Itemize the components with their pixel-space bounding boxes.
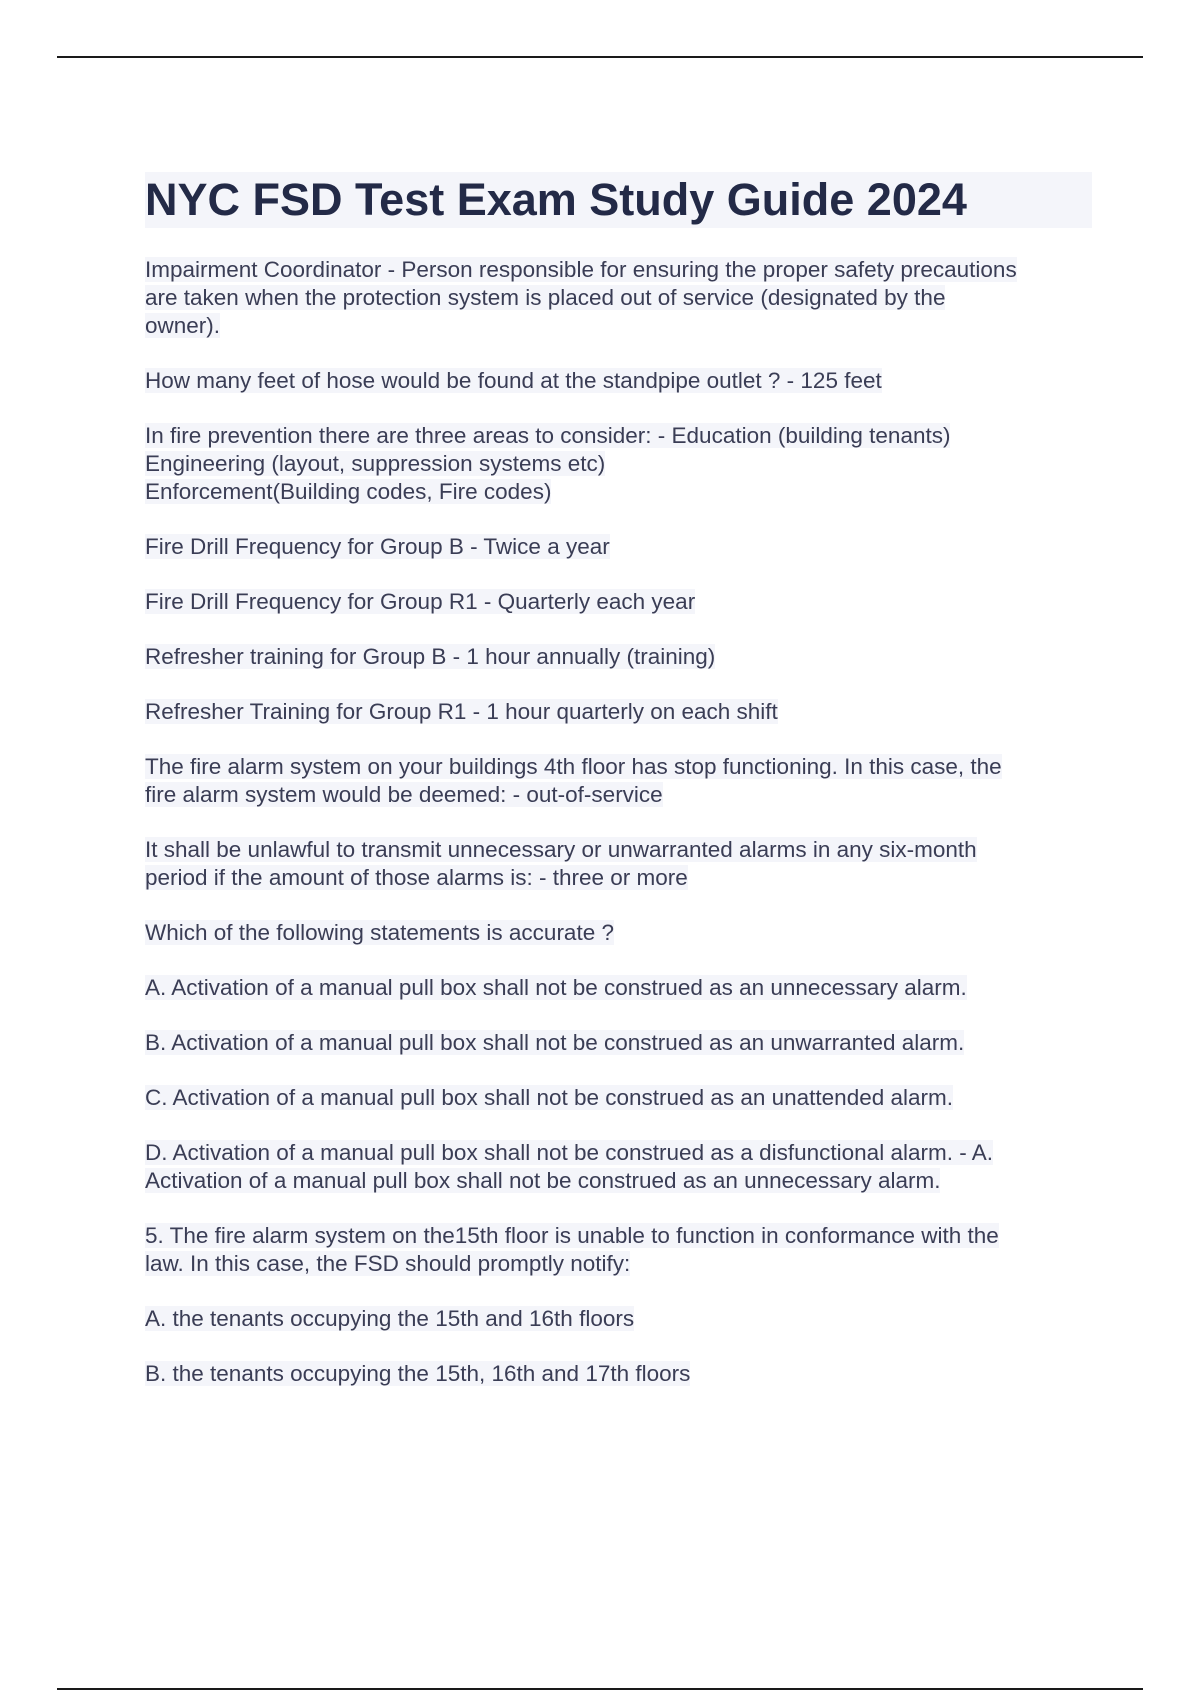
text-line: D. Activation of a manual pull box shall not be construed as a disfunctional alarm. - A. bbox=[145, 1140, 993, 1165]
paragraph-refresher-group-r1 bbox=[145, 698, 1090, 726]
text-line: In fire prevention there are three areas to consider: - Education (building tenants) bbox=[145, 423, 951, 448]
text-line: fire alarm system would be deemed: - out-of-service bbox=[145, 782, 663, 807]
paragraph-hose-feet bbox=[145, 367, 1090, 395]
text-line: Which of the following statements is accurate ? bbox=[145, 920, 614, 945]
paragraph-q5-option-b bbox=[145, 1360, 1090, 1388]
text-line: B. the tenants occupying the 15th, 16th and 17th floors bbox=[145, 1361, 691, 1386]
paragraph-alarm-out-of-service bbox=[145, 753, 1090, 809]
text-line: How many feet of hose would be found at the standpipe outlet ? - 125 feet bbox=[145, 368, 882, 393]
paragraph-drill-group-r1 bbox=[145, 588, 1090, 616]
text-line: It shall be unlawful to transmit unnecessary or unwarranted alarms in any six-month bbox=[145, 837, 977, 862]
text-line: Activation of a manual pull box shall not be construed as an unnecessary alarm. bbox=[145, 1168, 941, 1193]
paragraph-impairment-coordinator bbox=[145, 256, 1090, 340]
text-line: A. Activation of a manual pull box shall not be construed as an unnecessary alarm. bbox=[145, 975, 967, 1000]
text-line: The fire alarm system on your buildings 4th floor has stop functioning. In this case, the bbox=[145, 754, 1002, 779]
text-line: owner). bbox=[145, 313, 221, 338]
text-line: Engineering (layout, suppression systems etc) bbox=[145, 451, 606, 476]
page-title: NYC FSD Test Exam Study Guide 2024 bbox=[145, 174, 967, 225]
text-line: are taken when the protection system is placed out of service (designated by the bbox=[145, 285, 946, 310]
text-line: law. In this case, the FSD should promptly notify: bbox=[145, 1251, 631, 1276]
paragraph-fire-prevention bbox=[145, 422, 1090, 506]
paragraph-drill-group-b bbox=[145, 533, 1090, 561]
paragraph-question bbox=[145, 919, 1090, 947]
top-rule bbox=[57, 56, 1143, 58]
text-line: 5. The fire alarm system on the15th floor is unable to function in conformance with the bbox=[145, 1223, 999, 1248]
bottom-rule bbox=[57, 1688, 1143, 1690]
paragraph-question-5 bbox=[145, 1222, 1090, 1278]
text-line: C. Activation of a manual pull box shall not be construed as an unattended alarm. bbox=[145, 1085, 954, 1110]
paragraph-refresher-group-b bbox=[145, 643, 1090, 671]
paragraph-q5-option-a bbox=[145, 1305, 1090, 1333]
paragraph-option-c bbox=[145, 1084, 1090, 1112]
text-line: A. the tenants occupying the 15th and 16th floors bbox=[145, 1306, 635, 1331]
text-line: B. Activation of a manual pull box shall not be construed as an unwarranted alarm. bbox=[145, 1030, 965, 1055]
text-line: Enforcement(Building codes, Fire codes) bbox=[145, 479, 552, 504]
text-line: Fire Drill Frequency for Group B - Twice a year bbox=[145, 534, 610, 559]
text-line: Impairment Coordinator - Person responsible for ensuring the proper safety precautions bbox=[145, 257, 1017, 282]
text-line: Fire Drill Frequency for Group R1 - Quarterly each year bbox=[145, 589, 696, 614]
document-body bbox=[145, 256, 1090, 1415]
text-line: period if the amount of those alarms is: - three or more bbox=[145, 865, 688, 890]
paragraph-unlawful-alarms bbox=[145, 836, 1090, 892]
text-line: Refresher Training for Group R1 - 1 hour quarterly on each shift bbox=[145, 699, 778, 724]
text-line: Refresher training for Group B - 1 hour annually (training) bbox=[145, 644, 716, 669]
paragraph-option-b bbox=[145, 1029, 1090, 1057]
paragraph-option-d bbox=[145, 1139, 1090, 1195]
paragraph-option-a bbox=[145, 974, 1090, 1002]
